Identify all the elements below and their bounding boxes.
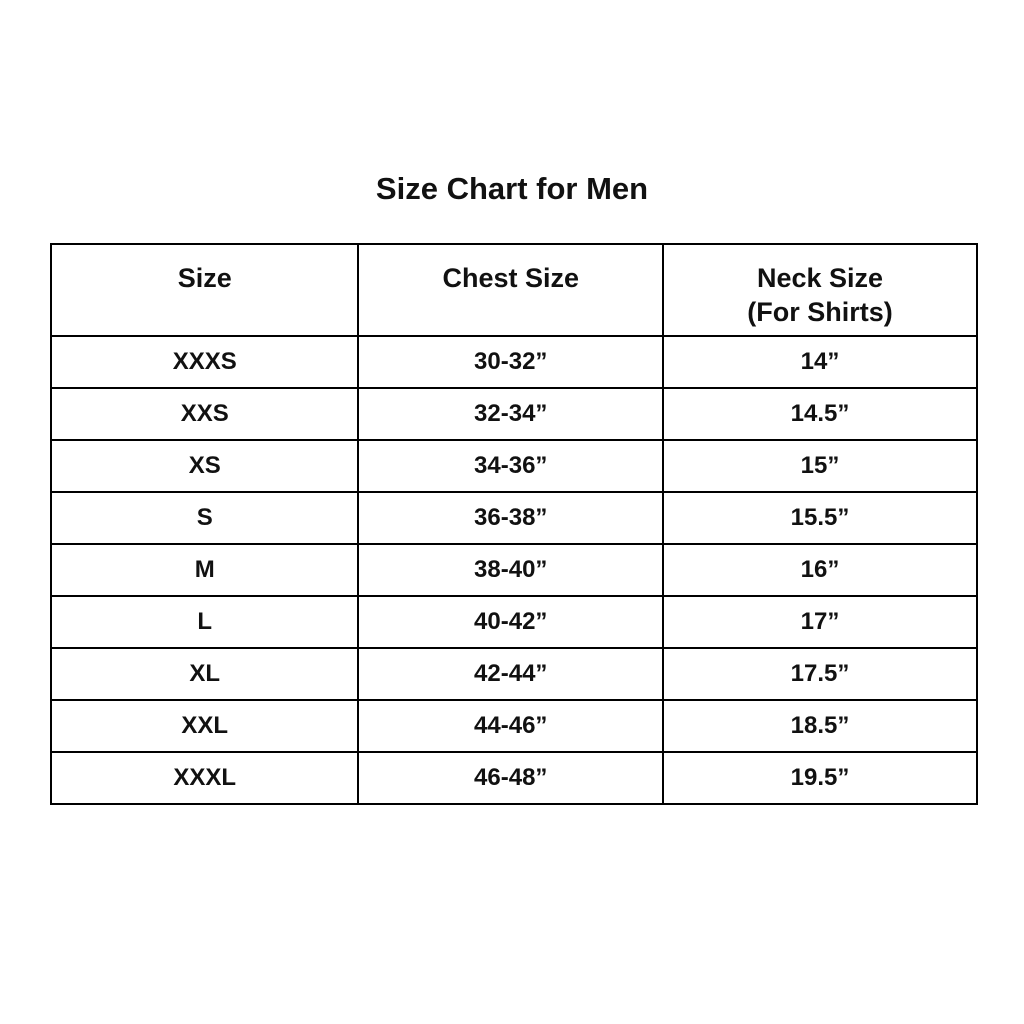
size-cell: XL [51,648,358,700]
neck-cell: 17.5” [663,648,977,700]
chest-cell: 36-38” [358,492,663,544]
chest-cell: 44-46” [358,700,663,752]
table-row-xxxl [51,752,977,804]
table-row-xxxs [51,336,977,388]
table-row-l [51,596,977,648]
table-row-xxs [51,388,977,440]
chest-cell: 42-44” [358,648,663,700]
size-cell: XS [51,440,358,492]
chest-cell: 34-36” [358,440,663,492]
neck-cell: 19.5” [663,752,977,804]
column-header-neck-size-label: Neck Size [756,263,884,293]
size-cell: M [51,544,358,596]
neck-cell: 14.5” [663,388,977,440]
neck-cell: 18.5” [663,700,977,752]
column-header-chest-size [358,244,663,336]
chest-cell: 38-40” [358,544,663,596]
table-row-s [51,492,977,544]
table-row-xl [51,648,977,700]
chest-cell: 30-32” [358,336,663,388]
chest-cell: 32-34” [358,388,663,440]
size-cell: L [51,596,358,648]
column-header-chest-size-label: Chest Size [442,263,580,293]
neck-cell: 16” [663,544,977,596]
size-cell: XXS [51,388,358,440]
size-cell: S [51,492,358,544]
chest-cell: 46-48” [358,752,663,804]
neck-cell: 15.5” [663,492,977,544]
column-header-neck-size-sublabel: (For Shirts) [747,296,893,327]
table-header-row [51,244,977,336]
table-row-m [51,544,977,596]
size-chart-table [50,243,978,805]
chest-cell: 40-42” [358,596,663,648]
neck-cell: 14” [663,336,977,388]
page-title: Size Chart for Men [375,171,649,206]
column-header-neck-size [663,244,977,336]
column-header-size [51,244,358,336]
table-row-xxl [51,700,977,752]
table-row-xs [51,440,977,492]
size-cell: XXL [51,700,358,752]
column-header-size-label: Size [177,263,232,293]
size-cell: XXXL [51,752,358,804]
size-cell: XXXS [51,336,358,388]
neck-cell: 17” [663,596,977,648]
neck-cell: 15” [663,440,977,492]
